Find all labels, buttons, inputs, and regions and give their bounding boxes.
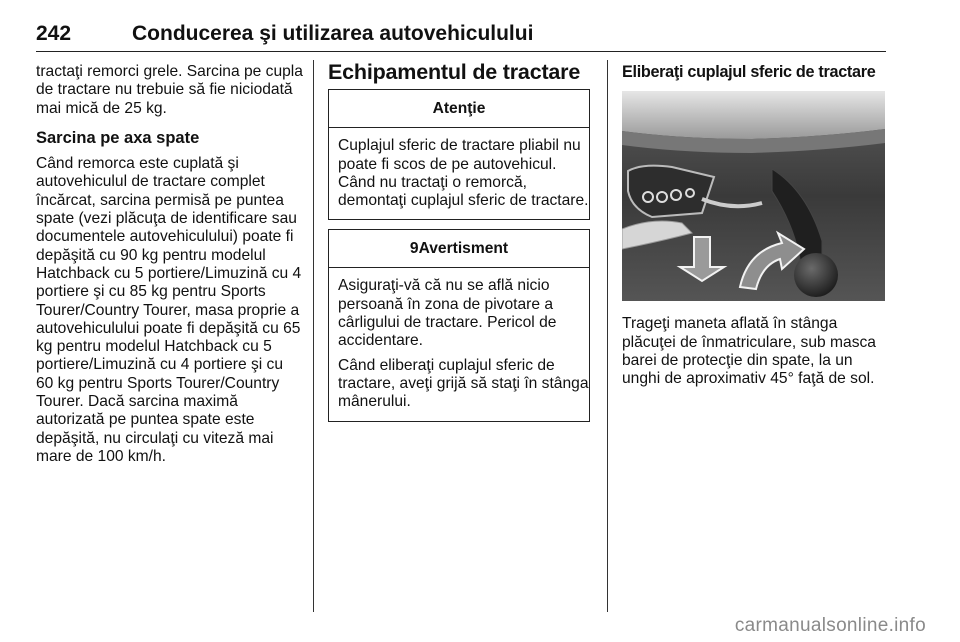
column-3 bbox=[622, 63, 888, 388]
watermark: carmanualsonline.info bbox=[734, 615, 926, 636]
towing-equipment-heading: Echipamentul de tractare bbox=[328, 60, 581, 84]
warning-text-2: Când eliberaţi cuplajul sferic de tractare, aveţi grijă să staţi în stânga mânerului. bbox=[338, 356, 589, 411]
caution-text: Cuplajul sferic de tractare pliabil nu poate fi scos de pe autovehicul. Când nu tractaţi o remorcă, demontaţi cuplajul sferic de tractare. bbox=[338, 137, 589, 210]
warning-box bbox=[328, 229, 590, 421]
warning-text-1: Asiguraţi-vă că nu se află nicio persoană în zona de pivotare a cârligului de tractare. Pericol de accidentare. bbox=[338, 277, 557, 350]
rear-axle-load-paragraph: Când remorca este cuplată şi autovehiculul de tractare complet încărcat, sarcina permisă pe puntea spate (vezi plăcuţa de identificare sau documentele autovehiculului) poate fi depăşită cu 90 kg pentru modelul Hatchback cu 5 portiere/Limuzină cu 4 portiere şi cu 85 kg pentru Sports Tourer/Country Tourer, masa proprie a autovehiculului poate fi depăşită cu 65 kg pentru modelul Hatchback cu 5 portiere/Limuzină cu 4 portiere şi cu 60 kg pentru Sports Tourer/Country Tourer. Dacă sarcina maximă autorizată pe puntea spate este depăşită, nu circulaţi cu viteză mai mare de 100 km/h. bbox=[36, 155, 302, 465]
tow-hook-release-illustration bbox=[622, 91, 885, 301]
column-divider-2 bbox=[607, 60, 608, 612]
page-number: 242 bbox=[36, 22, 72, 45]
caution-box bbox=[328, 89, 590, 220]
header-rule bbox=[36, 51, 886, 52]
page-header bbox=[36, 22, 886, 52]
column-2 bbox=[328, 60, 592, 422]
release-ball-coupling-heading: Eliberaţi cuplajul sferic de tractare bbox=[622, 63, 876, 81]
warning-title: Avertisment bbox=[418, 240, 509, 258]
caution-title: Atenţie bbox=[329, 90, 589, 128]
column-1 bbox=[36, 63, 304, 466]
chapter-title: Conducerea şi utilizarea autovehiculului bbox=[132, 22, 534, 45]
intro-paragraph: tractaţi remorci grele. Sarcina pe cupla de tractare nu trebuie să fie niciodată mai mică de 25 kg. bbox=[36, 63, 303, 117]
column-divider-1 bbox=[313, 60, 314, 612]
rear-axle-load-heading: Sarcina pe axa spate bbox=[36, 128, 200, 147]
warning-icon: 9 bbox=[409, 240, 419, 258]
release-instruction-text: Trageţi maneta aflată în stânga plăcuţei de înmatriculare, sub masca barei de protecţie din spate, la un unghi de aproximativ 45° faţă de sol. bbox=[622, 315, 876, 388]
warning-title-row bbox=[329, 230, 589, 268]
